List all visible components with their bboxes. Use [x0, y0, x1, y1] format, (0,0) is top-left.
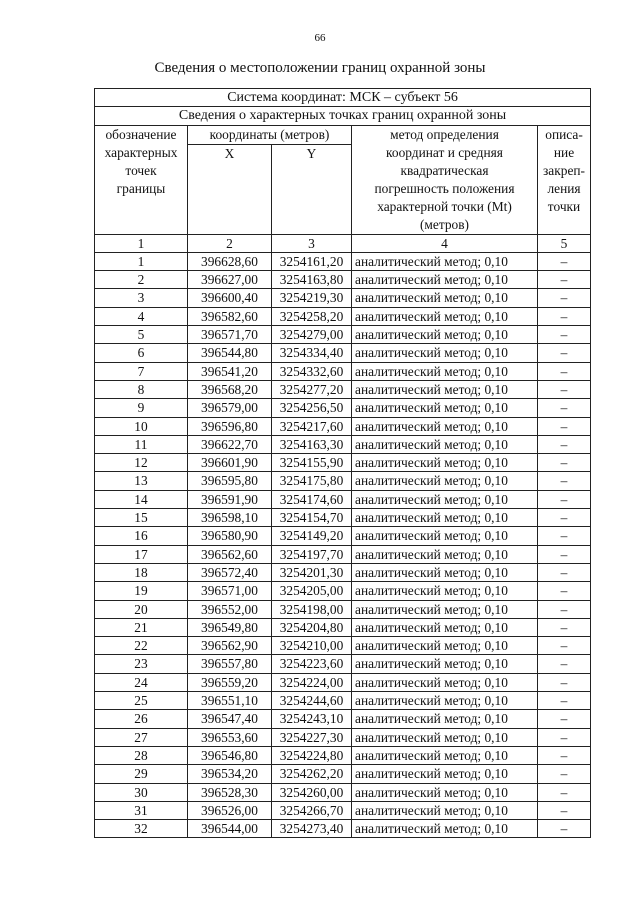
y-coordinate-cell: 3254217,60: [272, 417, 352, 435]
description-cell: –: [538, 289, 591, 307]
method-cell: аналитический метод; 0,10: [352, 746, 538, 764]
y-coordinate-cell: 3254223,60: [272, 655, 352, 673]
description-cell: –: [538, 710, 591, 728]
method-cell: аналитический метод; 0,10: [352, 655, 538, 673]
coordinate-system-row: Система координат: МСК – субъект 56: [95, 89, 591, 107]
point-number-cell: 20: [95, 600, 188, 618]
method-cell: аналитический метод; 0,10: [352, 435, 538, 453]
point-number-cell: 4: [95, 307, 188, 325]
page-title: Сведения о местоположении границ охранной зоны: [154, 60, 486, 76]
point-number-cell: 30: [95, 783, 188, 801]
x-coordinate-cell: 396528,30: [188, 783, 272, 801]
column-number: 5: [538, 234, 591, 252]
header-point-designation: [95, 125, 188, 234]
point-number-cell: 25: [95, 692, 188, 710]
header-line: координат и средняя: [386, 144, 503, 160]
table-row: [95, 527, 591, 545]
description-cell: –: [538, 490, 591, 508]
x-coordinate-cell: 396601,90: [188, 454, 272, 472]
x-coordinate-cell: 396622,70: [188, 435, 272, 453]
method-cell: аналитический метод; 0,10: [352, 252, 538, 270]
x-coordinate-cell: 396598,10: [188, 509, 272, 527]
description-cell: –: [538, 344, 591, 362]
method-cell: аналитический метод; 0,10: [352, 820, 538, 838]
table-row: [95, 307, 591, 325]
point-number-cell: 29: [95, 765, 188, 783]
description-cell: –: [538, 728, 591, 746]
description-cell: –: [538, 582, 591, 600]
header-line: характерных: [104, 144, 178, 160]
points-info-row: Сведения о характерных точках границ охранной зоны: [95, 107, 591, 125]
table-row: [95, 692, 591, 710]
table-row: [95, 673, 591, 691]
y-coordinate-cell: 3254244,60: [272, 692, 352, 710]
method-cell: аналитический метод; 0,10: [352, 545, 538, 563]
method-cell: аналитический метод; 0,10: [352, 692, 538, 710]
x-coordinate-cell: 396541,20: [188, 362, 272, 380]
header-line: точки: [547, 198, 581, 214]
description-cell: –: [538, 399, 591, 417]
description-cell: –: [538, 545, 591, 563]
description-cell: –: [538, 765, 591, 783]
method-cell: аналитический метод; 0,10: [352, 399, 538, 417]
point-number-cell: 28: [95, 746, 188, 764]
point-number-cell: 13: [95, 472, 188, 490]
y-coordinate-cell: 3254174,60: [272, 490, 352, 508]
y-coordinate-cell: 3254210,00: [272, 637, 352, 655]
table-row: [95, 545, 591, 563]
description-cell: –: [538, 655, 591, 673]
table-row: [95, 582, 591, 600]
column-number: 2: [188, 234, 272, 252]
y-coordinate-cell: 3254266,70: [272, 801, 352, 819]
point-number-cell: 10: [95, 417, 188, 435]
description-cell: –: [538, 563, 591, 581]
x-coordinate-cell: 396551,10: [188, 692, 272, 710]
y-coordinate-cell: 3254198,00: [272, 600, 352, 618]
point-number-cell: 2: [95, 271, 188, 289]
description-cell: –: [538, 326, 591, 344]
method-cell: аналитический метод; 0,10: [352, 454, 538, 472]
x-coordinate-cell: 396591,90: [188, 490, 272, 508]
x-coordinate-cell: 396579,00: [188, 399, 272, 417]
point-number-cell: 14: [95, 490, 188, 508]
header-line: квадратическая: [400, 162, 489, 178]
description-cell: –: [538, 618, 591, 636]
x-coordinate-cell: 396562,90: [188, 637, 272, 655]
x-coordinate-cell: 396595,80: [188, 472, 272, 490]
description-cell: –: [538, 435, 591, 453]
method-cell: аналитический метод; 0,10: [352, 362, 538, 380]
description-cell: –: [538, 783, 591, 801]
method-cell: аналитический метод; 0,10: [352, 417, 538, 435]
y-coordinate-cell: 3254224,80: [272, 746, 352, 764]
header-line: ления: [547, 180, 581, 196]
y-coordinate-cell: 3254205,00: [272, 582, 352, 600]
point-number-cell: 7: [95, 362, 188, 380]
table-row: [95, 710, 591, 728]
description-cell: –: [538, 746, 591, 764]
y-coordinate-cell: 3254161,20: [272, 252, 352, 270]
description-cell: –: [538, 362, 591, 380]
x-coordinate-cell: 396572,40: [188, 563, 272, 581]
method-cell: аналитический метод; 0,10: [352, 618, 538, 636]
table-row: [95, 289, 591, 307]
y-coordinate-cell: 3254256,50: [272, 399, 352, 417]
x-coordinate-cell: 396580,90: [188, 527, 272, 545]
method-cell: аналитический метод; 0,10: [352, 307, 538, 325]
table-row: [95, 435, 591, 453]
description-cell: –: [538, 673, 591, 691]
table-row: [95, 490, 591, 508]
table-row: [95, 399, 591, 417]
description-cell: –: [538, 509, 591, 527]
header-method: [352, 125, 538, 234]
table-row: [95, 252, 591, 270]
table-row: [95, 472, 591, 490]
description-cell: –: [538, 801, 591, 819]
column-number: 4: [352, 234, 538, 252]
point-number-cell: 19: [95, 582, 188, 600]
x-coordinate-cell: 396627,00: [188, 271, 272, 289]
x-coordinate-cell: 396582,60: [188, 307, 272, 325]
x-coordinate-cell: 396600,40: [188, 289, 272, 307]
method-cell: аналитический метод; 0,10: [352, 289, 538, 307]
y-coordinate-cell: 3254197,70: [272, 545, 352, 563]
table-row: [95, 362, 591, 380]
y-coordinate-cell: 3254258,20: [272, 307, 352, 325]
description-cell: –: [538, 271, 591, 289]
header-line: метод определения: [390, 126, 499, 142]
x-coordinate-cell: 396544,00: [188, 820, 272, 838]
y-coordinate-cell: 3254334,40: [272, 344, 352, 362]
x-coordinate-cell: 396549,80: [188, 618, 272, 636]
point-number-cell: 15: [95, 509, 188, 527]
description-cell: –: [538, 527, 591, 545]
header-x: X: [188, 144, 272, 234]
header-line: (метров): [419, 216, 470, 232]
column-number-row: [95, 234, 591, 252]
point-number-cell: 1: [95, 252, 188, 270]
y-coordinate-cell: 3254279,00: [272, 326, 352, 344]
y-coordinate-cell: 3254204,80: [272, 618, 352, 636]
y-coordinate-cell: 3254149,20: [272, 527, 352, 545]
table-row: [95, 746, 591, 764]
y-coordinate-cell: 3254277,20: [272, 380, 352, 398]
table-body: [95, 89, 591, 838]
y-coordinate-cell: 3254224,00: [272, 673, 352, 691]
y-coordinate-cell: 3254154,70: [272, 509, 352, 527]
description-cell: –: [538, 454, 591, 472]
method-cell: аналитический метод; 0,10: [352, 728, 538, 746]
y-coordinate-cell: 3254262,20: [272, 765, 352, 783]
method-cell: аналитический метод; 0,10: [352, 326, 538, 344]
header-line: обозначение: [105, 126, 177, 142]
point-number-cell: 8: [95, 380, 188, 398]
point-number-cell: 12: [95, 454, 188, 472]
table-row: [95, 509, 591, 527]
description-cell: –: [538, 692, 591, 710]
table-row: [95, 783, 591, 801]
method-cell: аналитический метод; 0,10: [352, 472, 538, 490]
header-description: [538, 125, 591, 234]
y-coordinate-cell: 3254175,80: [272, 472, 352, 490]
point-number-cell: 24: [95, 673, 188, 691]
x-coordinate-cell: 396552,00: [188, 600, 272, 618]
header-line: ние: [553, 144, 575, 160]
point-number-cell: 9: [95, 399, 188, 417]
description-cell: –: [538, 472, 591, 490]
x-coordinate-cell: 396557,80: [188, 655, 272, 673]
method-cell: аналитический метод; 0,10: [352, 710, 538, 728]
table-row: [95, 380, 591, 398]
y-coordinate-cell: 3254163,80: [272, 271, 352, 289]
page-number: 66: [314, 32, 326, 44]
point-number-cell: 17: [95, 545, 188, 563]
method-cell: аналитический метод; 0,10: [352, 600, 538, 618]
point-number-cell: 22: [95, 637, 188, 655]
y-coordinate-cell: 3254332,60: [272, 362, 352, 380]
header-line: описа-: [545, 126, 583, 142]
table-row: [95, 454, 591, 472]
description-cell: –: [538, 380, 591, 398]
x-coordinate-cell: 396534,20: [188, 765, 272, 783]
description-cell: –: [538, 307, 591, 325]
table-row: [95, 344, 591, 362]
description-cell: –: [538, 820, 591, 838]
method-cell: аналитический метод; 0,10: [352, 380, 538, 398]
description-cell: –: [538, 417, 591, 435]
column-number: 3: [272, 234, 352, 252]
method-cell: аналитический метод; 0,10: [352, 801, 538, 819]
method-cell: аналитический метод; 0,10: [352, 765, 538, 783]
header-line: погрешность положения: [374, 180, 515, 196]
x-coordinate-cell: 396596,80: [188, 417, 272, 435]
header-line: границы: [116, 180, 166, 196]
method-cell: аналитический метод; 0,10: [352, 344, 538, 362]
y-coordinate-cell: 3254243,10: [272, 710, 352, 728]
header-line: точек: [125, 162, 157, 178]
point-number-cell: 27: [95, 728, 188, 746]
x-coordinate-cell: 396562,60: [188, 545, 272, 563]
point-number-cell: 32: [95, 820, 188, 838]
header-line: закреп-: [543, 162, 586, 178]
table-row: [95, 563, 591, 581]
x-coordinate-cell: 396571,00: [188, 582, 272, 600]
table-row: [95, 765, 591, 783]
method-cell: аналитический метод; 0,10: [352, 673, 538, 691]
method-cell: аналитический метод; 0,10: [352, 783, 538, 801]
table-row: [95, 326, 591, 344]
point-number-cell: 6: [95, 344, 188, 362]
table-row: [95, 271, 591, 289]
x-coordinate-cell: 396568,20: [188, 380, 272, 398]
y-coordinate-cell: 3254260,00: [272, 783, 352, 801]
point-number-cell: 16: [95, 527, 188, 545]
table-row: [95, 600, 591, 618]
table-row: [95, 801, 591, 819]
method-cell: аналитический метод; 0,10: [352, 490, 538, 508]
point-number-cell: 31: [95, 801, 188, 819]
y-coordinate-cell: 3254201,30: [272, 563, 352, 581]
point-number-cell: 3: [95, 289, 188, 307]
table-row: [95, 618, 591, 636]
table-row: [95, 728, 591, 746]
method-cell: аналитический метод; 0,10: [352, 563, 538, 581]
y-coordinate-cell: 3254227,30: [272, 728, 352, 746]
x-coordinate-cell: 396547,40: [188, 710, 272, 728]
x-coordinate-cell: 396559,20: [188, 673, 272, 691]
point-number-cell: 11: [95, 435, 188, 453]
y-coordinate-cell: 3254155,90: [272, 454, 352, 472]
point-number-cell: 23: [95, 655, 188, 673]
description-cell: –: [538, 252, 591, 270]
x-coordinate-cell: 396544,80: [188, 344, 272, 362]
table-row: [95, 655, 591, 673]
point-number-cell: 18: [95, 563, 188, 581]
point-number-cell: 26: [95, 710, 188, 728]
x-coordinate-cell: 396553,60: [188, 728, 272, 746]
x-coordinate-cell: 396526,00: [188, 801, 272, 819]
x-coordinate-cell: 396546,80: [188, 746, 272, 764]
method-cell: аналитический метод; 0,10: [352, 271, 538, 289]
method-cell: аналитический метод; 0,10: [352, 582, 538, 600]
table-row: [95, 637, 591, 655]
x-coordinate-cell: 396571,70: [188, 326, 272, 344]
point-number-cell: 21: [95, 618, 188, 636]
header-coordinates-group: координаты (метров): [188, 125, 352, 144]
x-coordinate-cell: 396628,60: [188, 252, 272, 270]
column-number: 1: [95, 234, 188, 252]
method-cell: аналитический метод; 0,10: [352, 509, 538, 527]
method-cell: аналитический метод; 0,10: [352, 637, 538, 655]
point-number-cell: 5: [95, 326, 188, 344]
y-coordinate-cell: 3254219,30: [272, 289, 352, 307]
table-row: [95, 820, 591, 838]
header-line: характерной точки (Mt): [377, 198, 512, 214]
coordinates-table: [94, 88, 591, 838]
y-coordinate-cell: 3254273,40: [272, 820, 352, 838]
table-row: [95, 417, 591, 435]
description-cell: –: [538, 637, 591, 655]
header-y: Y: [272, 144, 352, 234]
description-cell: –: [538, 600, 591, 618]
method-cell: аналитический метод; 0,10: [352, 527, 538, 545]
y-coordinate-cell: 3254163,30: [272, 435, 352, 453]
